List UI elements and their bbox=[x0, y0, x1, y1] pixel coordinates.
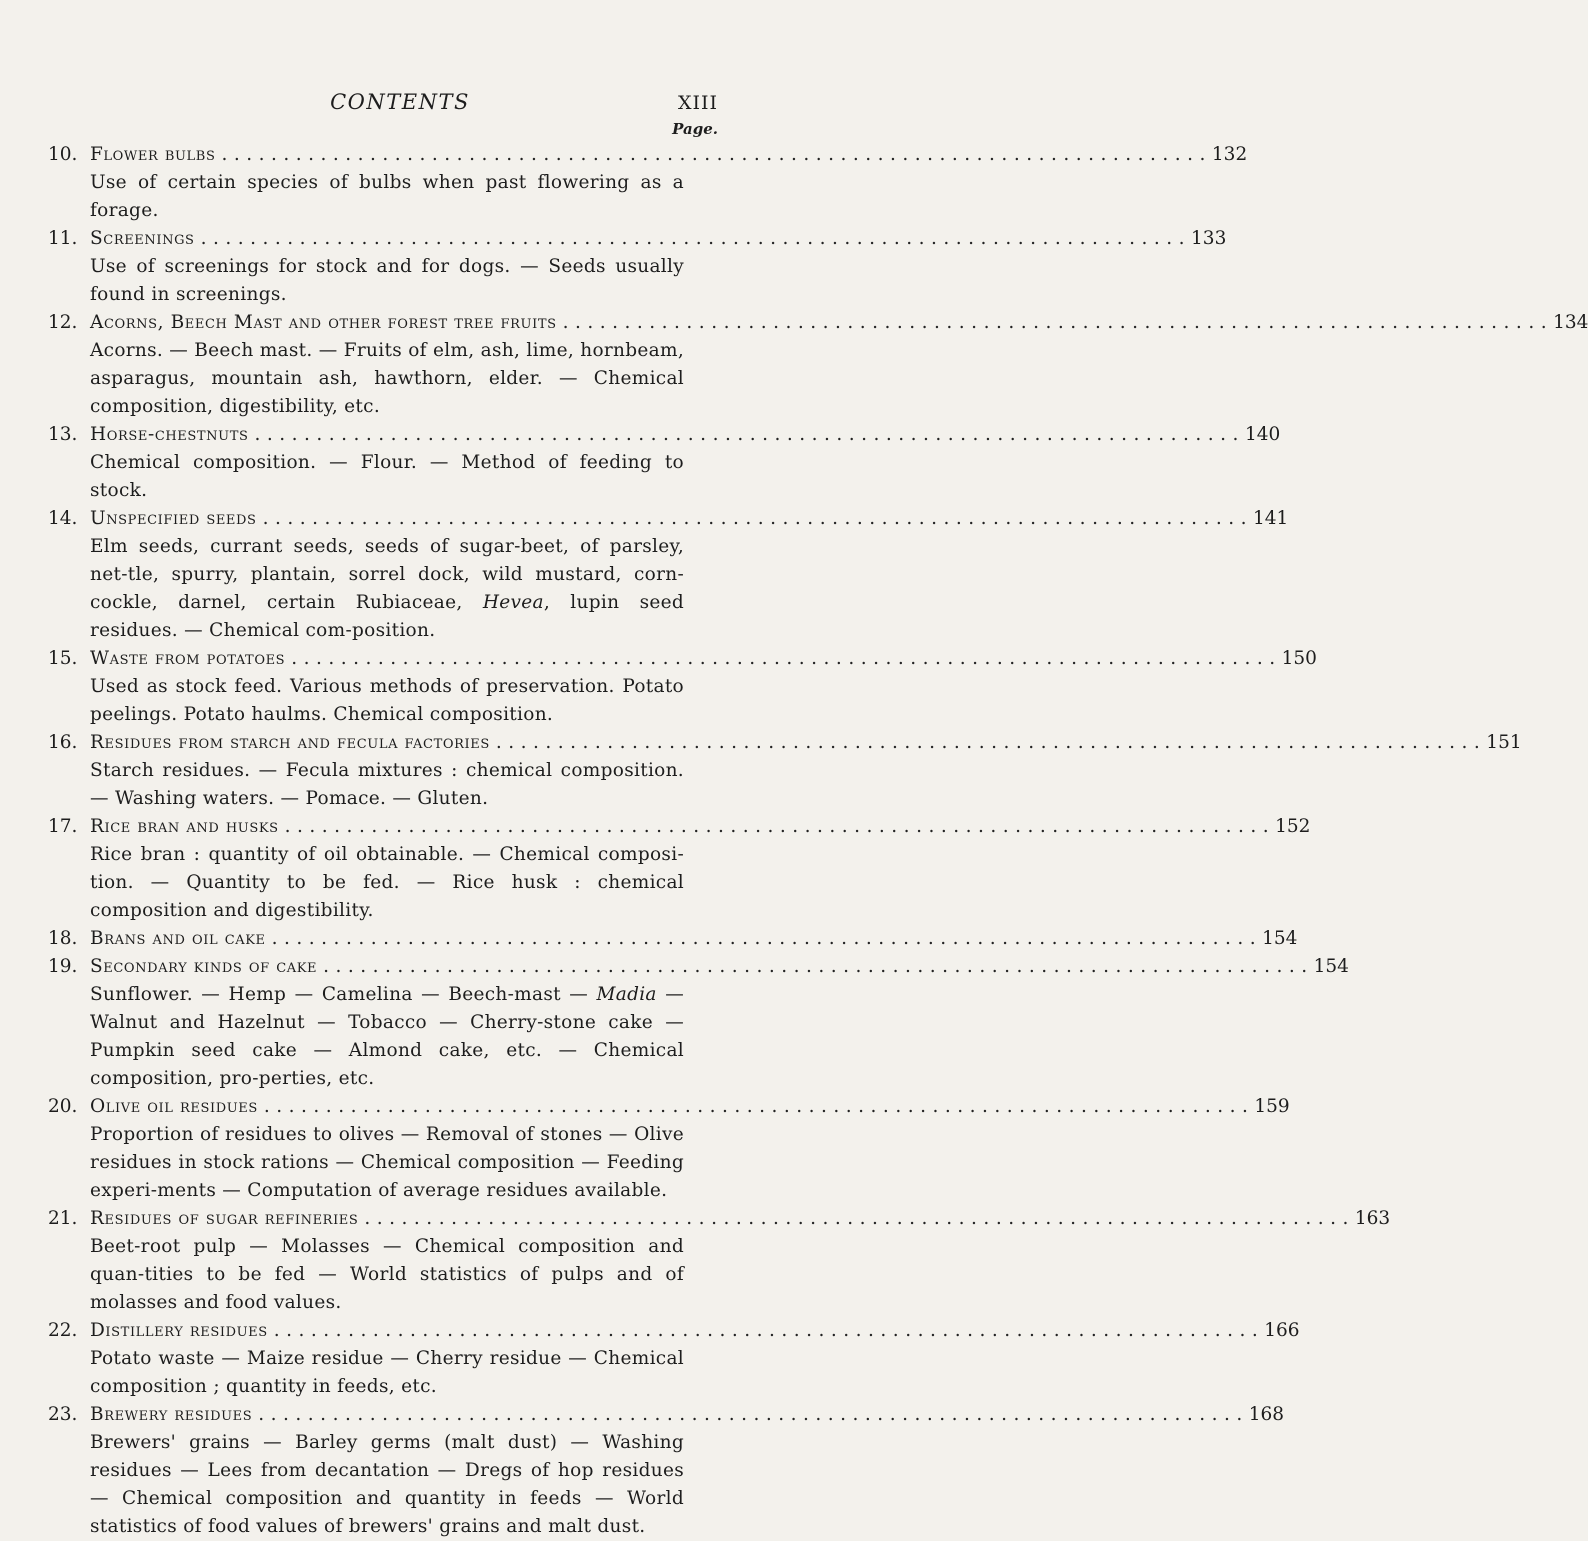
entry-description: Potato waste — Maize residue — Cherry residue — Chemical composition ; quantity in feeds, etc. bbox=[90, 1348, 684, 1397]
toc-entry bbox=[48, 309, 1588, 421]
entry-number: 22. bbox=[48, 1320, 78, 1341]
dot-leader: ................................................................................ bbox=[200, 228, 1192, 249]
entry-description: Used as stock feed. Various methods of preservation. Potato peelings. Potato haulms. Chemical composition. bbox=[90, 676, 684, 725]
entry-title: Brewery residues bbox=[90, 1404, 253, 1425]
entry-number: 21. bbox=[48, 1208, 78, 1229]
entry-title: Acorns, Beech Mast and other forest tree fruits bbox=[90, 312, 557, 333]
description-italic: Madia bbox=[596, 984, 657, 1005]
toc-entry bbox=[48, 813, 1311, 925]
entry-page: 133 bbox=[1191, 228, 1227, 249]
entry-number: 19. bbox=[48, 956, 78, 977]
description-italic: Hevea bbox=[482, 592, 544, 613]
running-title: CONTENTS bbox=[330, 90, 470, 114]
entry-page: 151 bbox=[1486, 732, 1522, 753]
dot-leader: ................................................................................ bbox=[221, 144, 1212, 165]
entry-title: Screenings bbox=[90, 228, 195, 249]
dot-leader: ................................................................................ bbox=[291, 648, 1282, 669]
entry-description bbox=[90, 981, 684, 1093]
toc-entry bbox=[48, 645, 1317, 729]
entry-number: 13. bbox=[48, 424, 78, 445]
dot-leader: ................................................................................ bbox=[284, 816, 1276, 837]
entry-title: Horse-chestnuts bbox=[90, 424, 249, 445]
entry-title: Unspecified seeds bbox=[90, 508, 257, 529]
description-text: — Walnut and Hazelnut — Tobacco — Cherry-stone cake — Pumpkin seed cake — Almond cake, etc. — Chemical composition, pro-perties, etc. bbox=[90, 984, 684, 1089]
dot-leader: ................................................................................ bbox=[323, 956, 1314, 977]
entry-number: 16. bbox=[48, 732, 78, 753]
entry-number: 20. bbox=[48, 1096, 78, 1117]
toc-entry bbox=[48, 1093, 1290, 1205]
entry-title: Residues from starch and fecula factories bbox=[90, 732, 490, 753]
dot-leader: ................................................................................ bbox=[273, 1320, 1265, 1341]
dot-leader: ................................................................................ bbox=[263, 1096, 1255, 1117]
toc-entry bbox=[48, 225, 1227, 309]
dot-leader: ................................................................................ bbox=[262, 508, 1254, 529]
entry-page: 134 bbox=[1553, 312, 1588, 333]
entry-page: 132 bbox=[1211, 144, 1248, 165]
toc-entry bbox=[48, 953, 1349, 1093]
toc-entry bbox=[48, 1317, 1300, 1401]
entry-page: 168 bbox=[1248, 1404, 1285, 1425]
entry-page: 150 bbox=[1281, 648, 1317, 669]
entry-title: Olive oil residues bbox=[90, 1096, 258, 1117]
page-folio: XIII bbox=[677, 92, 718, 114]
entry-page: 166 bbox=[1264, 1320, 1300, 1341]
entry-page: 154 bbox=[1313, 956, 1349, 977]
entry-number: 11. bbox=[48, 228, 78, 249]
entry-description: Use of screenings for stock and for dogs. — Seeds usually found in screenings. bbox=[90, 256, 684, 305]
contents-list bbox=[48, 141, 1588, 1541]
toc-entry bbox=[48, 141, 1248, 225]
entry-number: 23. bbox=[48, 1404, 78, 1425]
entry-title: Rice bran and husks bbox=[90, 816, 279, 837]
entry-description: Brewers' grains — Barley germs (malt dust) — Washing residues — Lees from decantation — Dregs of hop residues — Chemical composition and quantity in feeds — World statistics of food values of brewers' grains and malt dust. bbox=[90, 1432, 684, 1537]
entry-title: Distillery residues bbox=[90, 1320, 268, 1341]
description-text: , lupin seed residues. — Chemical com-position. bbox=[90, 592, 685, 641]
entry-number: 17. bbox=[48, 816, 78, 837]
entry-page: 141 bbox=[1253, 508, 1289, 529]
entry-page: 154 bbox=[1262, 928, 1298, 949]
entry-description: Use of certain species of bulbs when past flowering as a forage. bbox=[90, 172, 684, 221]
entry-title: Secondary kinds of cake bbox=[90, 956, 318, 977]
toc-entry bbox=[48, 925, 1298, 953]
dot-leader: ................................................................................ bbox=[258, 1404, 1249, 1425]
page-column-heading: Page. bbox=[672, 120, 718, 138]
entry-title: Brans and oil cake bbox=[90, 928, 266, 949]
toc-entry bbox=[48, 1401, 1285, 1541]
entry-title: Residues of sugar refineries bbox=[90, 1208, 359, 1229]
page-header bbox=[0, 90, 800, 120]
entry-description bbox=[90, 533, 684, 645]
entry-description: Starch residues. — Fecula mixtures : chemical composition. — Washing waters. — Pomace. — Gluten. bbox=[90, 760, 684, 809]
entry-description: Beet-root pulp — Molasses — Chemical composition and quan-tities to be fed — World statistics of pulps and of molasses and food values. bbox=[90, 1236, 684, 1313]
entry-number: 15. bbox=[48, 648, 78, 669]
entry-description: Rice bran : quantity of oil obtainable. — Chemical composi-tion. — Quantity to be fed. — Rice husk : chemical composition and digestibility. bbox=[90, 844, 684, 921]
entry-page: 159 bbox=[1254, 1096, 1290, 1117]
dot-leader: ................................................................................ bbox=[271, 928, 1263, 949]
entry-page: 163 bbox=[1354, 1208, 1391, 1229]
toc-entry bbox=[48, 1205, 1391, 1317]
entry-title: Waste from potatoes bbox=[90, 648, 286, 669]
entry-description: Acorns. — Beech mast. — Fruits of elm, ash, lime, hornbeam, asparagus, mountain ash, hawthorn, elder. — Chemical composition, digestibility, etc. bbox=[90, 340, 684, 417]
entry-description: Proportion of residues to olives — Removal of stones — Olive residues in stock rations — Chemical composition — Feeding experi-ments — Computation of average residues available. bbox=[90, 1124, 684, 1201]
entry-number: 18. bbox=[48, 928, 78, 949]
entry-number: 12. bbox=[48, 312, 78, 333]
description-text: Sunflower. — Hemp — Camelina — Beech-mast — bbox=[90, 984, 597, 1005]
description-text: Elm seeds, currant seeds, seeds of sugar-beet, of parsley, net-tle, spurry, plantain, sorrel dock, wild mustard, corn-cockle, darnel, certain Rubiaceae, bbox=[90, 536, 684, 613]
dot-leader: ................................................................................ bbox=[254, 424, 1245, 445]
toc-entry bbox=[48, 729, 1522, 813]
entry-number: 10. bbox=[48, 144, 78, 165]
entry-number: 14. bbox=[48, 508, 78, 529]
dot-leader: ................................................................................ bbox=[495, 732, 1487, 753]
toc-entry bbox=[48, 505, 1289, 645]
entry-page: 140 bbox=[1244, 424, 1281, 445]
entry-description: Chemical composition. — Flour. — Method of feeding to stock. bbox=[90, 452, 684, 501]
entry-title: Flower bulbs bbox=[90, 144, 216, 165]
dot-leader: ................................................................................ bbox=[562, 312, 1554, 333]
dot-leader: ................................................................................ bbox=[364, 1208, 1355, 1229]
entry-page: 152 bbox=[1275, 816, 1311, 837]
toc-entry bbox=[48, 421, 1281, 505]
